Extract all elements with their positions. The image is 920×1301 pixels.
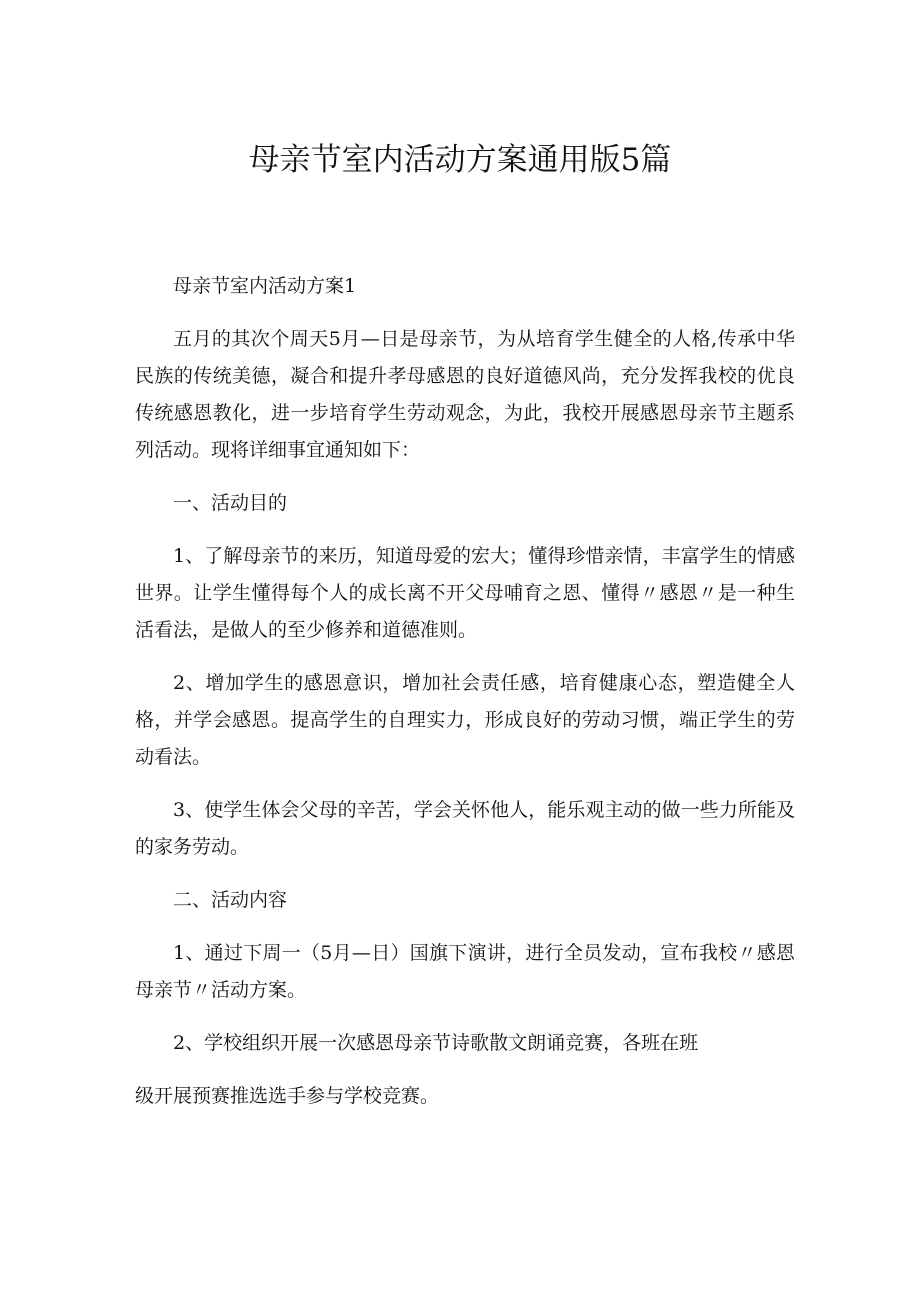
body-paragraph: 级开展预赛推选选手参与学校竞赛。 [135, 1085, 440, 1107]
body-paragraph: 3、使学生体会父母的辛苦，学会关怀他人，能乐观主动的做一些力所能及的家务劳动。 [135, 799, 795, 858]
intro-paragraph: 五月的其次个周天5月—日是母亲节，为从培育学生健全的人格,传承中华民族的传统美德，凝合和提升孝母感恩的良好道德风尚，充分发挥我校的优良传统感恩教化，进一步培育学生劳动观念，为此，我校开展感恩母亲节主题系列活动。现将详细事宜通知如下： [135, 328, 795, 461]
document-title: 母亲节室内活动方案通用版5篇 [248, 142, 672, 178]
body-paragraph: 1、通过下周一（5月—日）国旗下演讲，进行全员发动，宣布我校〃感恩母亲节〃活动方案。 [135, 942, 795, 1001]
section-heading: 一、活动目的 [173, 492, 288, 514]
section-heading: 二、活动内容 [173, 889, 288, 911]
section-heading: 母亲节室内活动方案1 [173, 275, 357, 297]
document-body [135, 268, 795, 1131]
body-paragraph: 2、学校组织开展一次感恩母亲节诗歌散文朗诵竞赛，各班在班 [173, 1032, 699, 1054]
body-paragraph: 2、增加学生的感恩意识，增加社会责任感，培育健康心态，塑造健全人格，并学会感恩。提高学生的自理实力，形成良好的劳动习惯，端正学生的劳动看法。 [135, 672, 795, 768]
body-paragraph: 1、了解母亲节的来历，知道母爱的宏大；懂得珍惜亲情，丰富学生的情感世界。让学生懂得每个人的成长离不开父母哺育之恩、懂得〃感恩〃是一种生活看法，是做人的至少修养和道德准则。 [135, 545, 795, 641]
